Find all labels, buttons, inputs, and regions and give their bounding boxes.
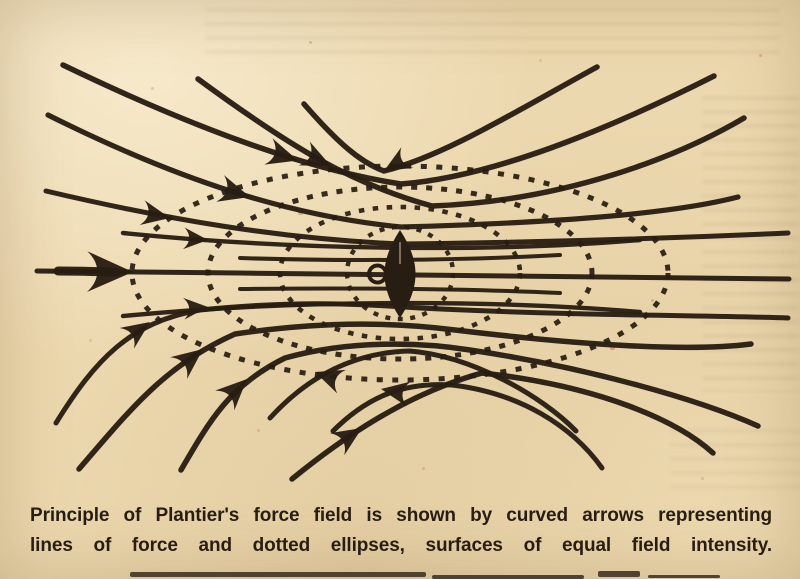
- force-line-top-v: [304, 67, 597, 171]
- arrowhead-u3: [216, 175, 253, 210]
- force-line-u2: [198, 79, 744, 206]
- arrowhead-l5: [183, 296, 209, 319]
- force-arc-b2: [333, 385, 602, 468]
- caption-line-1: Principle of Plantier's force field is shown by curved arrows representing: [30, 505, 772, 526]
- force-line-l4: [56, 304, 788, 423]
- page-edge-shadow: [432, 575, 584, 579]
- arrowhead-l1: [330, 417, 369, 455]
- figure-caption: [30, 501, 772, 561]
- page-edge-shadow: [598, 571, 640, 577]
- page-edge-shadow: [130, 572, 426, 577]
- page-edge-shadow: [648, 575, 720, 578]
- arrowhead-l3: [170, 338, 211, 379]
- caption-line-2: lines of force and dotted ellipses, surfaces of equal field intensity.: [30, 535, 772, 556]
